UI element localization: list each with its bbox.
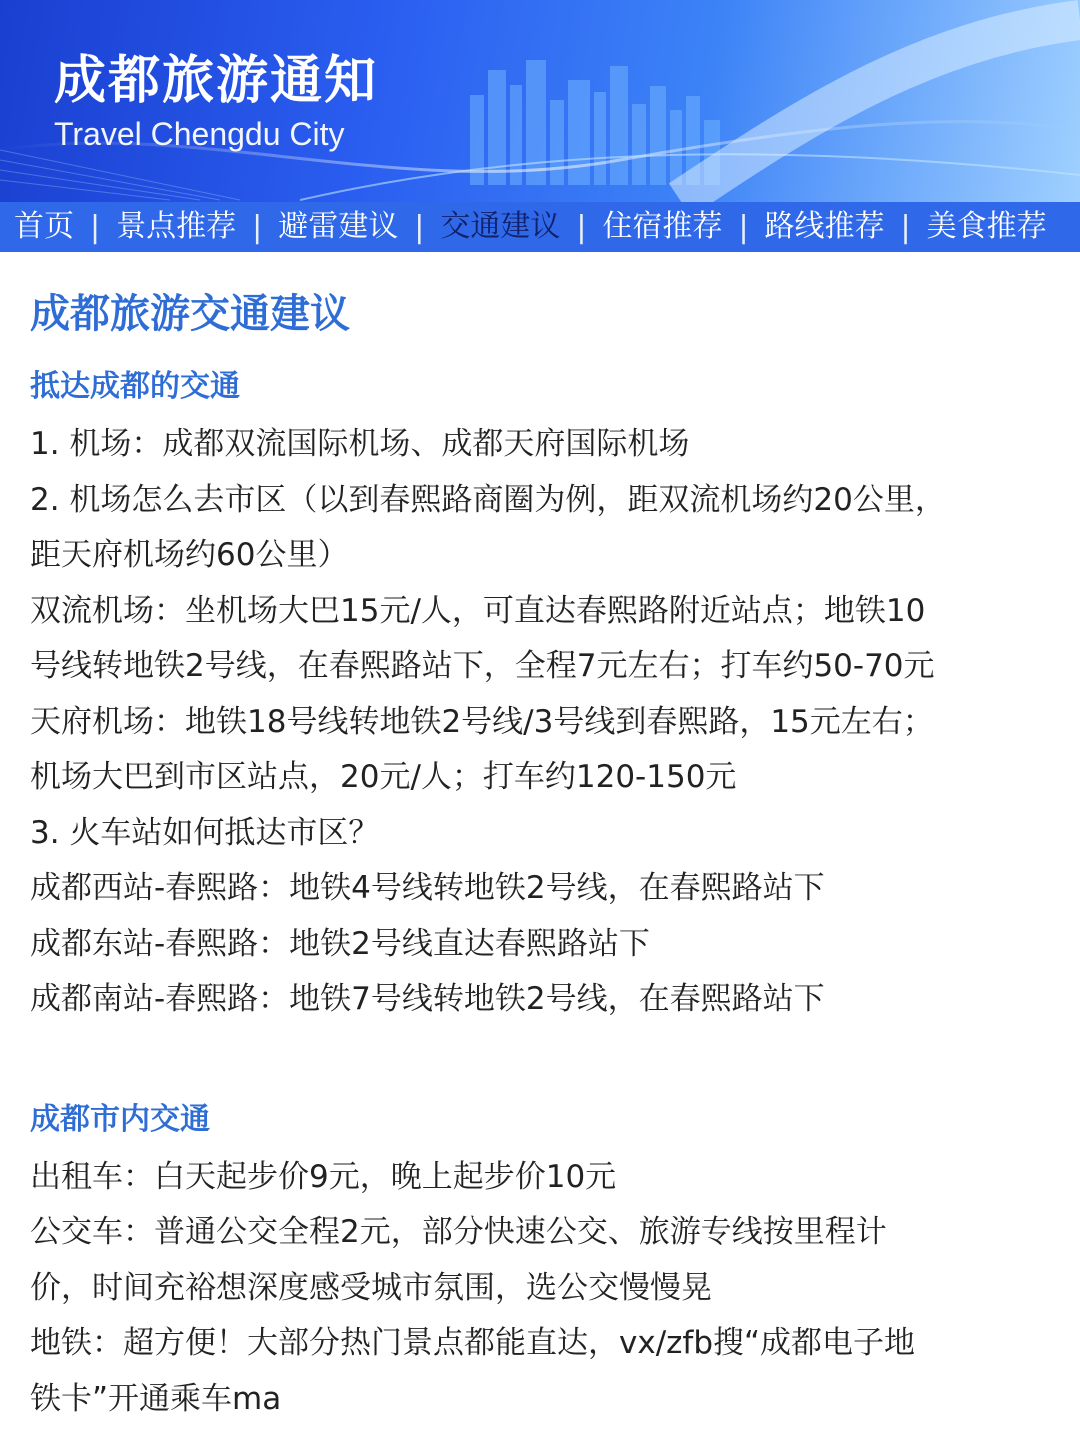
text-line: 公交车：普通公交全程2元，部分快速公交、旅游专线按里程计 — [30, 1214, 887, 1250]
page-title: 成都旅游交通建议 — [30, 291, 350, 337]
section-title-arrival: 抵达成都的交通 — [30, 369, 240, 404]
nav-separator: | — [252, 209, 263, 245]
top-nav — [0, 202, 1080, 252]
text-line: 3. 火车站如何抵达市区？ — [30, 814, 380, 851]
text-line: 天府机场：地铁18号线转地铁2号线/3号线到春熙路，15元左右； — [30, 703, 934, 740]
banner-subtitle: Travel Chengdu City — [54, 116, 345, 152]
text-line: 双流机场：坐机场大巴15元/人，可直达春熙路附近站点；地铁10 — [30, 592, 926, 629]
nav-item-routes[interactable]: 路线推荐 — [764, 209, 885, 244]
nav-separator: | — [576, 209, 587, 245]
section-title-city-transport: 成都市内交通 — [30, 1101, 210, 1137]
spacer — [30, 1028, 1050, 1084]
nav-item-food[interactable]: 美食推荐 — [926, 209, 1047, 244]
nav-item-warnings[interactable]: 避雷建议 — [278, 209, 399, 244]
main-content — [0, 282, 1080, 1427]
text-line: 成都东站-春熙路：地铁2号线直达春熙路站下 — [30, 925, 650, 962]
text-line: 1. 机场：成都双流国际机场、成都天府国际机场 — [30, 426, 690, 462]
text-line: 成都西站-春熙路：地铁4号线转地铁2号线，在春熙路站下 — [30, 870, 825, 906]
text-line: 距天府机场约60公里） — [30, 537, 349, 573]
text-line: 机场大巴到市区站点，20元/人；打车约120-150元 — [30, 759, 737, 795]
text-line: 铁卡”开通乘车ma — [30, 1380, 282, 1417]
text-line: 出租车：白天起步价9元，晚上起步价10元 — [30, 1158, 617, 1195]
banner-title: 成都旅游通知 — [54, 51, 379, 111]
header-banner — [0, 0, 1080, 202]
text-line: 2. 机场怎么去市区（以到春熙路商圈为例，距双流机场约20公里， — [30, 481, 946, 518]
text-line: 价，时间充裕想深度感受城市氛围，选公交慢慢晃 — [30, 1269, 712, 1306]
nav-item-attractions[interactable]: 景点推荐 — [116, 209, 237, 244]
text-line: 成都南站-春熙路：地铁7号线转地铁2号线，在春熙路站下 — [30, 981, 825, 1017]
nav-item-lodging[interactable]: 住宿推荐 — [602, 209, 723, 244]
nav-item-transport[interactable]: 交通建议 — [440, 209, 561, 244]
text-line: 号线转地铁2号线，在春熙路站下，全程7元左右；打车约50-70元 — [30, 648, 935, 684]
nav-separator: | — [900, 209, 911, 245]
nav-separator: | — [90, 209, 101, 245]
text-line: 地铁：超方便！大部分热门景点都能直达，vx/zfb搜“成都电子地 — [30, 1325, 916, 1361]
nav-separator: | — [738, 209, 749, 245]
nav-separator: | — [414, 209, 425, 245]
nav-item-home[interactable]: 首页 — [14, 209, 74, 244]
